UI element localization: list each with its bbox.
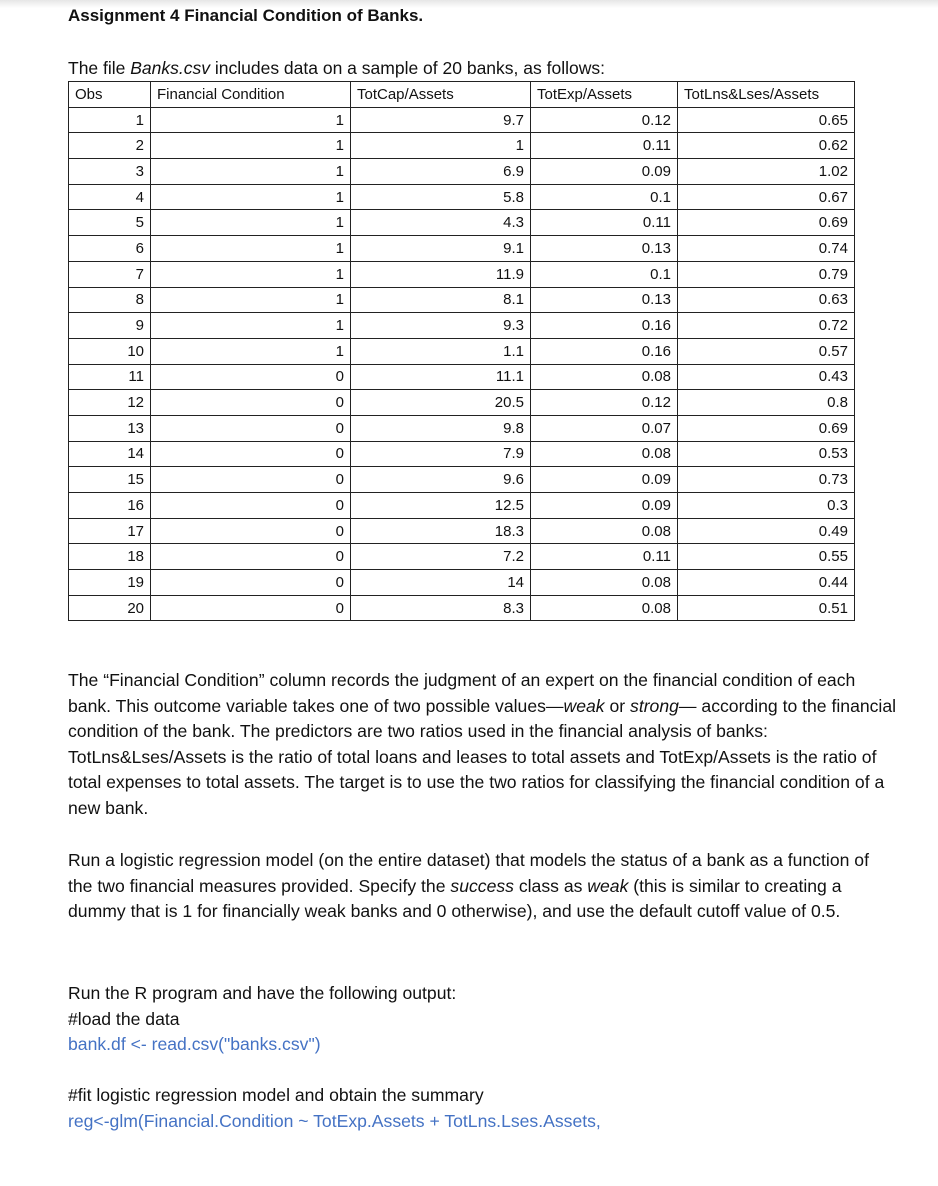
p1-a: The “Financial Condition” column records the judgment of an expert on the financial condition of each bank. This outcome variable takes one of two possible values— [68, 670, 856, 716]
table-cell: 0.08 [531, 595, 678, 621]
column-header: TotExp/Assets [531, 82, 678, 108]
table-cell: 0.72 [678, 313, 855, 339]
table-cell: 14 [69, 441, 151, 467]
table-cell: 8.1 [351, 287, 531, 313]
code-comment-load: #load the data [68, 1008, 180, 1029]
table-row [69, 159, 855, 185]
table-cell: 17 [69, 518, 151, 544]
table-cell: 1 [151, 159, 351, 185]
table-cell: 8 [69, 287, 151, 313]
table-row [69, 390, 855, 416]
table-cell: 13 [69, 415, 151, 441]
code-comment-fit: #fit logistic regression model and obtain the summary [68, 1085, 484, 1106]
table-cell: 0.53 [678, 441, 855, 467]
table-body [69, 107, 855, 621]
code-line-glm: reg<-glm(Financial.Condition ~ TotExp.Assets + TotLns.Lses.Assets, [68, 1110, 601, 1131]
table-cell: 20.5 [351, 390, 531, 416]
table-row [69, 544, 855, 570]
table-row [69, 467, 855, 493]
table-cell: 0.43 [678, 364, 855, 390]
table-cell: 1 [151, 313, 351, 339]
column-header: TotLns&Lses/Assets [678, 82, 855, 108]
table-cell: 14 [351, 570, 531, 596]
table-cell: 0.11 [531, 210, 678, 236]
table-cell: 1.02 [678, 159, 855, 185]
table-cell: 0.55 [678, 544, 855, 570]
table-cell: 7 [69, 261, 151, 287]
table-cell: 0.08 [531, 364, 678, 390]
table-cell: 0.67 [678, 184, 855, 210]
table-cell: 0.79 [678, 261, 855, 287]
table-cell: 0.08 [531, 441, 678, 467]
paragraph-financial-condition [68, 668, 898, 822]
table-row [69, 338, 855, 364]
table-cell: 7.2 [351, 544, 531, 570]
table-cell: 0.63 [678, 287, 855, 313]
table-cell: 0.65 [678, 107, 855, 133]
table-row [69, 210, 855, 236]
intro-post: includes data on a sample of 20 banks, as follows: [210, 58, 605, 78]
table-cell: 0.74 [678, 236, 855, 262]
table-cell: 0.69 [678, 210, 855, 236]
table-cell: 4 [69, 184, 151, 210]
p1-weak: weak [563, 695, 605, 716]
p1-strong: strong [630, 695, 679, 716]
table-cell: 11.9 [351, 261, 531, 287]
table-cell: 12 [69, 390, 151, 416]
table-cell: 0 [151, 493, 351, 519]
table-row [69, 441, 855, 467]
table-row [69, 518, 855, 544]
table-row [69, 184, 855, 210]
table-cell: 0.08 [531, 518, 678, 544]
table-cell: 0.16 [531, 338, 678, 364]
table-row [69, 287, 855, 313]
table-cell: 11 [69, 364, 151, 390]
table-cell: 0.1 [531, 261, 678, 287]
table-cell: 0.69 [678, 415, 855, 441]
table-cell: 9 [69, 313, 151, 339]
p2-weak: weak [587, 875, 629, 896]
table-header-row [69, 82, 855, 108]
p2-success: success [450, 875, 514, 896]
table-cell: 0.1 [531, 184, 678, 210]
table-cell: 6 [69, 236, 151, 262]
table-cell: 0.57 [678, 338, 855, 364]
table-row [69, 313, 855, 339]
table-cell: 0 [151, 415, 351, 441]
table-cell: 9.1 [351, 236, 531, 262]
table-cell: 0.73 [678, 467, 855, 493]
table-cell: 0.09 [531, 159, 678, 185]
table-cell: 0.3 [678, 493, 855, 519]
table-cell: 6.9 [351, 159, 531, 185]
table-cell: 0.11 [531, 544, 678, 570]
table-row [69, 364, 855, 390]
table-cell: 4.3 [351, 210, 531, 236]
table-cell: 11.1 [351, 364, 531, 390]
table-cell: 0.12 [531, 107, 678, 133]
intro-filename: Banks.csv [130, 58, 210, 78]
table-cell: 1 [151, 338, 351, 364]
table-cell: 1 [151, 261, 351, 287]
table-cell: 1 [151, 287, 351, 313]
table-cell: 0.13 [531, 236, 678, 262]
table-cell: 18 [69, 544, 151, 570]
column-header: TotCap/Assets [351, 82, 531, 108]
paragraph-task [68, 848, 898, 925]
table-cell: 0 [151, 467, 351, 493]
table-row [69, 493, 855, 519]
table-row [69, 107, 855, 133]
table-cell: 2 [69, 133, 151, 159]
table-cell: 16 [69, 493, 151, 519]
table-cell: 0.44 [678, 570, 855, 596]
table-cell: 0.49 [678, 518, 855, 544]
table-cell: 1 [351, 133, 531, 159]
table-cell: 7.9 [351, 441, 531, 467]
table-row [69, 570, 855, 596]
table-cell: 0.13 [531, 287, 678, 313]
intro-text [68, 58, 605, 79]
p1-or: or [604, 695, 631, 716]
table-cell: 12.5 [351, 493, 531, 519]
table-cell: 1 [151, 107, 351, 133]
table-cell: 1 [151, 210, 351, 236]
table-cell: 9.8 [351, 415, 531, 441]
p2-b: class as [513, 875, 588, 896]
table-row [69, 415, 855, 441]
table-cell: 0 [151, 570, 351, 596]
table-cell: 1 [151, 236, 351, 262]
code-line-read-csv: bank.df <- read.csv("banks.csv") [68, 1034, 321, 1055]
table-cell: 10 [69, 338, 151, 364]
code-section [68, 981, 898, 1135]
table-cell: 0.62 [678, 133, 855, 159]
table-cell: 1 [69, 107, 151, 133]
table-cell: 0 [151, 390, 351, 416]
table-cell: 0.51 [678, 595, 855, 621]
table-cell: 0.09 [531, 467, 678, 493]
page-title: Assignment 4 Financial Condition of Banks. [68, 6, 424, 25]
table-cell: 0 [151, 441, 351, 467]
run-instruction: Run the R program and have the following output: [68, 983, 457, 1003]
table-cell: 0.07 [531, 415, 678, 441]
table-cell: 0.11 [531, 133, 678, 159]
table-cell: 0.08 [531, 570, 678, 596]
table-row [69, 133, 855, 159]
table-cell: 1.1 [351, 338, 531, 364]
p2-c: (this is similar to creating a dummy that is 1 for financially weak banks and 0 otherwise), and use the default cutoff value of 0.5. [68, 875, 842, 922]
intro-pre: The file [68, 58, 131, 78]
table-cell: 0 [151, 364, 351, 390]
table-row [69, 261, 855, 287]
p1-b: — according to the financial condition of the bank. The predictors are two ratios used in the financial analysis of banks: TotLns&Lses/Assets is the ratio of total loans and leases to total assets and TotExp/Assets is the ratio of total expenses to total assets. The target is to use the two ratios for classifying the financial condition of a new bank. [68, 695, 897, 818]
table-cell: 0.12 [531, 390, 678, 416]
table-cell: 9.3 [351, 313, 531, 339]
table-cell: 9.7 [351, 107, 531, 133]
table-cell: 18.3 [351, 518, 531, 544]
table-cell: 19 [69, 570, 151, 596]
table-cell: 15 [69, 467, 151, 493]
table-cell: 0.8 [678, 390, 855, 416]
table-cell: 0 [151, 518, 351, 544]
column-header: Financial Condition [151, 82, 351, 108]
table-cell: 0.09 [531, 493, 678, 519]
table-cell: 9.6 [351, 467, 531, 493]
table-row [69, 236, 855, 262]
table-cell: 0 [151, 544, 351, 570]
table-cell: 1 [151, 133, 351, 159]
column-header: Obs [69, 82, 151, 108]
table-cell: 3 [69, 159, 151, 185]
table-cell: 20 [69, 595, 151, 621]
table-cell: 8.3 [351, 595, 531, 621]
table-cell: 5 [69, 210, 151, 236]
p2-a: Run a logistic regression model (on the entire dataset) that models the status of a bank as a function of the two financial measures provided. Specify the [68, 850, 869, 896]
table-cell: 0.16 [531, 313, 678, 339]
table-cell: 5.8 [351, 184, 531, 210]
table-row [69, 595, 855, 621]
table-cell: 1 [151, 184, 351, 210]
banks-table [68, 81, 855, 621]
table-cell: 0 [151, 595, 351, 621]
